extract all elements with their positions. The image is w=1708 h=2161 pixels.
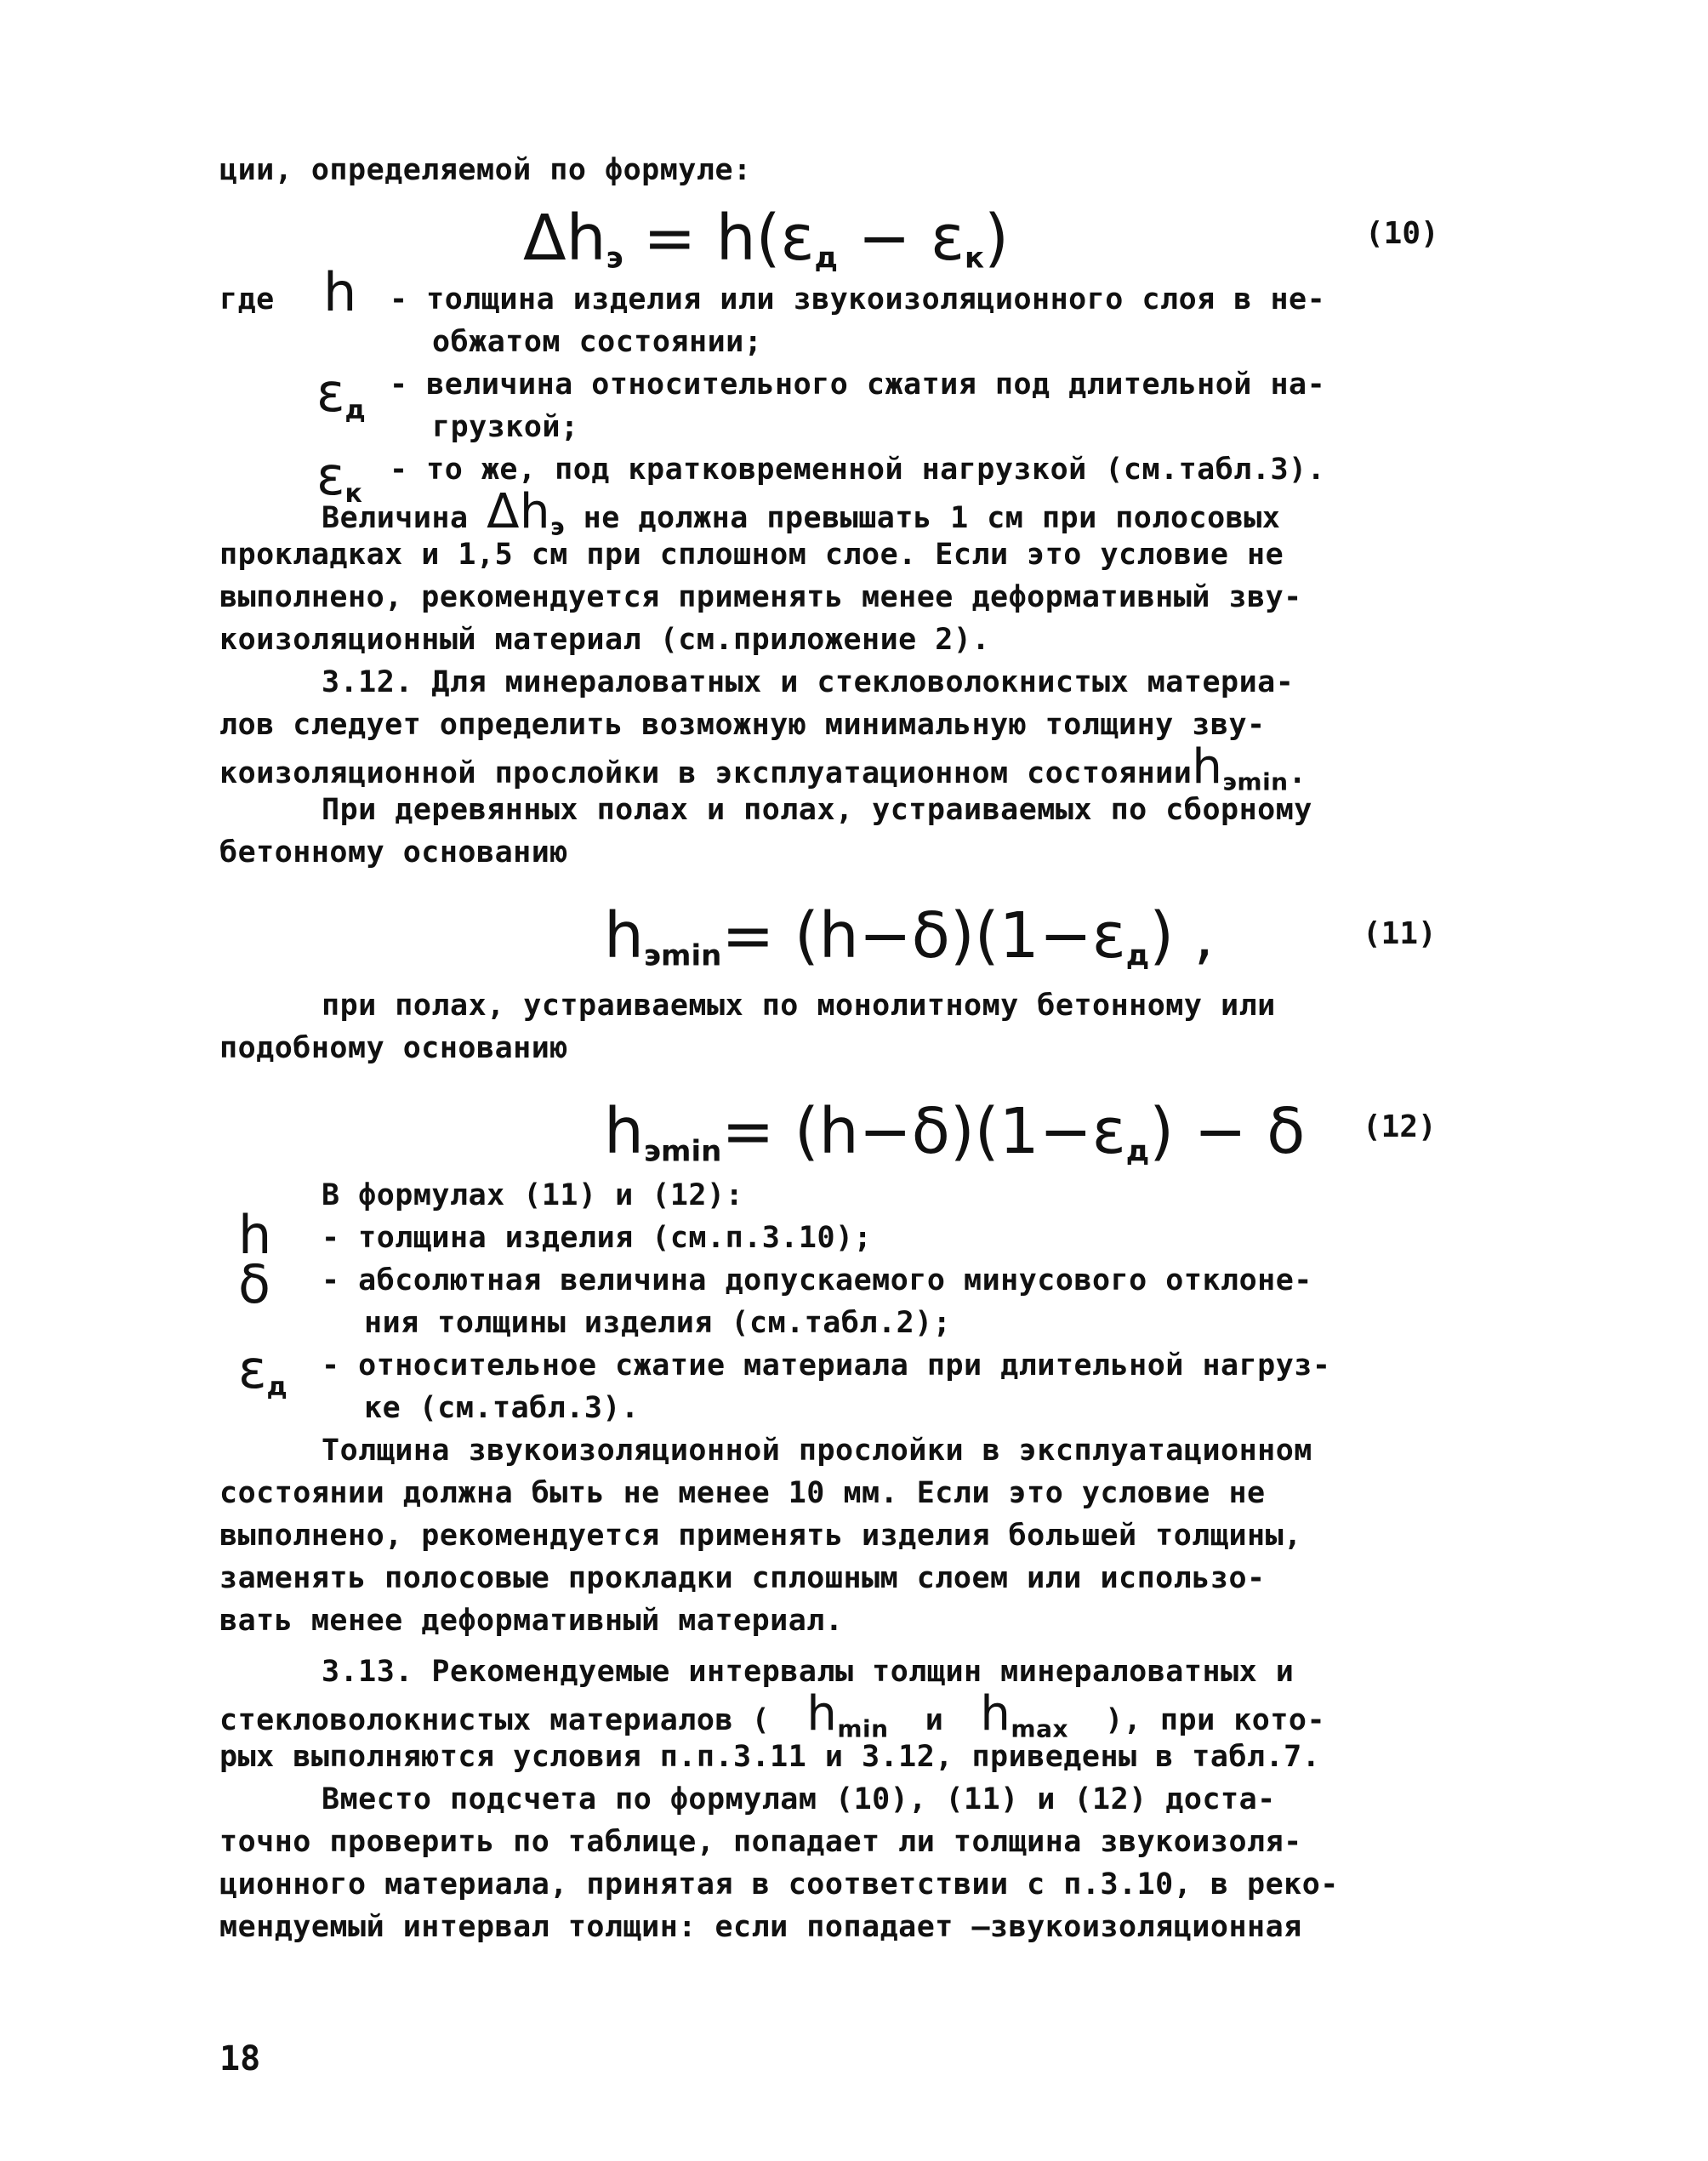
where-word: где bbox=[219, 282, 275, 316]
formula-11-number: (11) bbox=[1363, 916, 1437, 951]
inline-h-min: $h_{min}$ bbox=[806, 1686, 889, 1743]
para313-line2: стекловолокнистых материалов ( $h_{min}$ и $h_{max}$ ), при кото- bbox=[219, 1686, 1326, 1743]
para-mono-line2: подобному основанию bbox=[219, 1031, 568, 1065]
para-thick-line4: заменять полосовые прокладки сплошным слоем или использо- bbox=[219, 1561, 1266, 1595]
def10-eps-k-line1: - то же, под кратковременной нагрузкой (см.табл.3). bbox=[390, 453, 1326, 487]
def12-eps-d-line1: - относительное сжатие материала при длительной нагруз- bbox=[322, 1348, 1331, 1383]
para312-line2: лов следует определить возможную минимальную толщину зву- bbox=[219, 708, 1266, 742]
def12-symbol-h: h bbox=[238, 1204, 272, 1266]
para1-line3: выполнено, рекомендуется применять менее деформативный зву- bbox=[219, 580, 1302, 614]
formula-10: $\Delta h_э = h(\varepsilon_д - \varepsilon_к)$ bbox=[523, 202, 1009, 276]
def10-symbol-eps-d: $\varepsilon_д$ bbox=[316, 362, 366, 425]
formula-10-number: (10) bbox=[1365, 216, 1439, 251]
def10-symbol-h: h bbox=[323, 261, 357, 323]
def10-h-line1: - толщина изделия или звукоизоляционного слоя в не- bbox=[390, 282, 1326, 316]
para313-line3: рых выполняются условия п.п.3.11 и 3.12, приведены в табл.7. bbox=[219, 1740, 1321, 1774]
page-number: 18 bbox=[219, 2039, 261, 2078]
para-thick-line2: состоянии должна быть не менее 10 мм. Если это условие не bbox=[219, 1476, 1266, 1510]
para-thick-line5: вать менее деформативный материал. bbox=[219, 1604, 844, 1638]
para-thick-line1: Толщина звукоизоляционной прослойки в эксплуатационном bbox=[322, 1434, 1312, 1468]
inline-delta-h-e: $\Delta h_э$ bbox=[487, 484, 566, 541]
formula-11: $h_{эmin}= (h-\delta)(1-\varepsilon_д)$ , bbox=[604, 899, 1215, 973]
formula-12: $h_{эmin}= (h-\delta)(1-\varepsilon_д) - \delta$ bbox=[604, 1095, 1306, 1169]
para1-line1: Величина $\Delta h_э$ не должна превышать 1 см при полосовых bbox=[322, 484, 1281, 541]
para1-line4: коизоляционный материал (см.приложение 2). bbox=[219, 623, 991, 657]
intro-line: ции, определяемой по формуле: bbox=[219, 153, 752, 187]
para312-line3: коизоляционной прослойки в эксплуатационном состоянииh$_{эmin}$. bbox=[219, 739, 1307, 796]
para-wood-line1: При деревянных полах и полах, устраиваемых по сборному bbox=[322, 793, 1312, 827]
def12-delta-line2: ния толщины изделия (см.табл.2); bbox=[364, 1306, 952, 1340]
para313-line1: 3.13. Рекомендуемые интервалы толщин минераловатных и bbox=[322, 1655, 1295, 1689]
def-intro: В формулах (11) и (12): bbox=[322, 1178, 744, 1212]
para-mono-line1: при полах, устраиваемых по монолитному бетонному или bbox=[322, 989, 1276, 1023]
def10-symbol-eps-k: $\varepsilon_к$ bbox=[316, 445, 362, 509]
def12-delta-line1: - абсолютная величина допускаемого минусового отклоне- bbox=[322, 1263, 1312, 1297]
para-last-line2: точно проверить по таблице, попадает ли толщина звукоизоля- bbox=[219, 1825, 1302, 1859]
para-last-line1: Вместо подсчета по формулам (10), (11) и (12) доста- bbox=[322, 1782, 1276, 1816]
def10-eps-d-line2: грузкой; bbox=[432, 410, 579, 444]
inline-h-emin: $h_{эmin}$ bbox=[1192, 739, 1289, 796]
para312-line1: 3.12. Для минераловатных и стекловолокнистых материа- bbox=[322, 665, 1295, 699]
def12-eps-d-line2: ке (см.табл.3). bbox=[364, 1391, 640, 1425]
def12-h-line1: - толщина изделия (см.п.3.10); bbox=[322, 1221, 873, 1255]
formula-12-number: (12) bbox=[1363, 1109, 1437, 1144]
def10-eps-d-line1: - величина относительного сжатия под длительной на- bbox=[390, 368, 1326, 402]
inline-h-max: $h_{max}$ bbox=[980, 1686, 1069, 1743]
def12-symbol-eps-d: $\varepsilon_д$ bbox=[238, 1338, 288, 1402]
para-thick-line3: выполнено, рекомендуется применять изделия большей толщины, bbox=[219, 1519, 1302, 1553]
def12-symbol-delta: δ bbox=[238, 1253, 270, 1315]
para-last-line4: мендуемый интервал толщин: если попадает —звукоизоляционная bbox=[219, 1910, 1302, 1944]
def10-h-line2: обжатом состоянии; bbox=[432, 325, 763, 359]
para-last-line3: ционного материала, принятая в соответствии с п.3.10, в реко- bbox=[219, 1867, 1339, 1902]
para-wood-line2: бетонному основанию bbox=[219, 835, 568, 870]
para1-line2: прокладках и 1,5 см при сплошном слое. Если это условие не bbox=[219, 538, 1284, 572]
